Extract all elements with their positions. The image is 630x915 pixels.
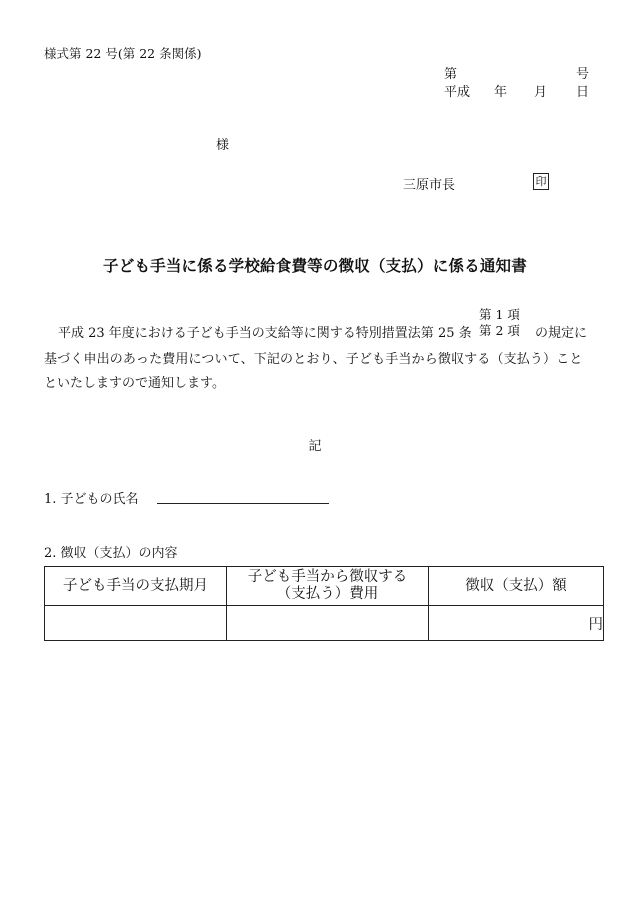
document-number-prefix: 第	[444, 67, 458, 82]
body-line-3: といたしますので通知します。	[44, 376, 225, 391]
header-payment-month: 子ども手当の支払期月	[45, 567, 227, 606]
table-header-row	[45, 567, 604, 606]
clause-option-2: 第 2 項	[479, 323, 520, 338]
clause-option-1: 第 1 項	[479, 307, 520, 322]
collection-details-label: 2. 徴収（支払）の内容	[44, 546, 178, 561]
body-line-1-tail: の規定に	[535, 326, 588, 341]
document-number-suffix: 号	[576, 67, 590, 82]
payment-month-cell[interactable]	[45, 606, 227, 641]
body-line-2: 基づく申出のあった費用について、下記のとおり、子ども手当から徴収する（支払う）こと	[44, 352, 583, 367]
header-cost-item-line-2: （支払う）費用	[276, 586, 379, 602]
yen-unit: 円	[588, 616, 603, 633]
child-name-field-line[interactable]	[157, 503, 329, 504]
date-era: 平成	[444, 85, 471, 100]
body-line-1-lead: 平成 23 年度における子ども手当の支給等に関する特別措置法第 25 条	[58, 326, 472, 341]
date-day-label: 日	[576, 85, 590, 100]
ki-heading: 記	[308, 439, 322, 454]
header-amount: 徴収（支払）額	[429, 567, 604, 606]
cost-item-cell[interactable]	[227, 606, 429, 641]
date-year-label: 年	[494, 85, 508, 100]
form-number: 様式第 22 号(第 22 条関係)	[44, 46, 202, 61]
amount-cell[interactable]	[429, 606, 604, 641]
table-row	[45, 606, 604, 641]
header-cost-item-line-1: 子ども手当から徴収する	[247, 569, 408, 585]
header-cost-item	[227, 567, 429, 606]
child-name-label: 1. 子どもの氏名	[44, 492, 139, 507]
date-month-label: 月	[534, 85, 548, 100]
body-line-1	[44, 322, 472, 341]
clause-options	[479, 307, 520, 339]
addressee-honorific: 様	[216, 138, 230, 153]
document-title: 子ども手当に係る学校給食費等の徴収（支払）に係る通知書	[103, 256, 527, 275]
seal-mark: 印	[533, 173, 549, 190]
collection-table	[44, 566, 604, 641]
issuer-title: 三原市長	[403, 178, 456, 193]
